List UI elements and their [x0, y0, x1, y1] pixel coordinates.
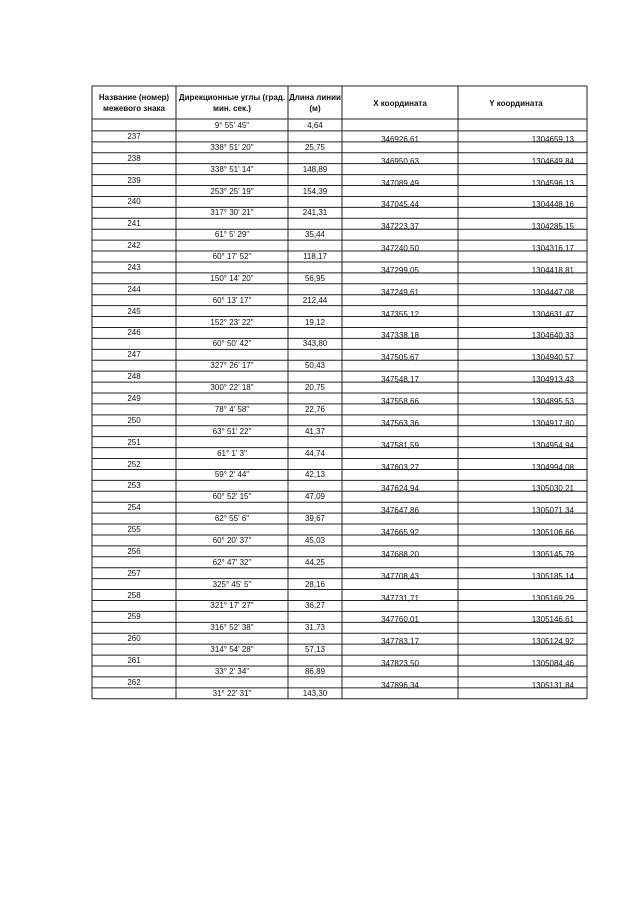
direction-angle: 60° 17' 52": [212, 252, 252, 262]
y-coordinate: 1305131,84: [531, 680, 574, 690]
direction-angle: 9° 55' 45": [214, 121, 250, 130]
y-coordinate: 1305124,92: [531, 637, 574, 647]
x-coordinate: 347505,67: [381, 353, 419, 363]
x-coordinate: 347647,86: [381, 506, 419, 516]
x-coordinate: 347581,59: [381, 440, 419, 450]
header-y-coordinate: Y координата: [489, 98, 543, 108]
line-length: 20,75: [304, 383, 326, 393]
line-length: 19,12: [304, 317, 326, 327]
line-length: 45,03: [304, 535, 326, 545]
boundary-mark-name: 254: [127, 503, 141, 513]
line-length: 50,43: [304, 361, 326, 371]
direction-angle: 327° 26' 17": [210, 361, 254, 371]
line-length: 35,44: [304, 230, 326, 240]
direction-angle: 63° 51' 22": [212, 426, 252, 436]
x-coordinate: 347823,50: [381, 659, 419, 669]
y-coordinate: 1305169,29: [531, 593, 574, 603]
line-length: 44,25: [304, 557, 326, 567]
x-coordinate: 347089,49: [381, 178, 419, 188]
x-coordinate: 347338,18: [381, 331, 419, 341]
x-coordinate: 347249,61: [381, 287, 419, 297]
y-coordinate: 1304285,15: [531, 222, 574, 232]
direction-angle: 325° 45' 5": [212, 579, 252, 589]
y-coordinate: 1304994,08: [531, 462, 574, 472]
x-coordinate: 347731,71: [381, 593, 419, 603]
boundary-mark-name: 255: [127, 525, 141, 535]
boundary-mark-name: 249: [127, 394, 141, 403]
y-coordinate: 1304940,57: [531, 353, 574, 363]
direction-angle: 31° 22' 31": [212, 688, 252, 698]
boundary-mark-name: 251: [127, 437, 141, 447]
direction-angle: 78° 4' 58": [214, 404, 250, 414]
x-coordinate: 347045,44: [381, 200, 419, 210]
boundary-mark-name: 242: [127, 241, 141, 251]
y-coordinate: 1304447,08: [531, 287, 574, 297]
y-coordinate: 1304596,13: [531, 178, 574, 188]
direction-angle: 60° 20' 37": [212, 535, 252, 545]
y-coordinate: 1304917,80: [531, 418, 574, 428]
x-coordinate: 347783,17: [381, 637, 419, 647]
line-length: 28,16: [304, 579, 326, 589]
direction-angle: 60° 13' 17": [212, 295, 252, 305]
y-coordinate: 1304659,13: [531, 134, 574, 144]
y-coordinate: 1305084,46: [531, 659, 574, 669]
boundary-mark-name: 245: [127, 306, 141, 316]
direction-angle: 59° 2' 44": [214, 470, 250, 480]
x-coordinate: 347688,20: [381, 549, 419, 559]
boundary-mark-name: 243: [127, 262, 141, 272]
direction-angle: 150° 14' 20": [210, 273, 254, 283]
line-length: 56,95: [304, 273, 326, 283]
boundary-mark-name: 240: [127, 197, 141, 207]
x-coordinate: 347665,92: [381, 528, 419, 538]
y-coordinate: 1304649,84: [531, 156, 574, 166]
boundary-mark-name: 238: [127, 153, 141, 163]
boundary-mark-name: 253: [127, 481, 141, 491]
line-length: 57,13: [304, 645, 326, 655]
boundary-mark-name: 250: [127, 415, 141, 425]
y-coordinate: 1304316,17: [531, 244, 574, 254]
x-coordinate: 346950,63: [381, 156, 419, 166]
line-length: 44,74: [304, 448, 326, 458]
x-coordinate: 347223,37: [381, 222, 419, 232]
direction-angle: 321° 17' 27": [210, 601, 254, 611]
x-coordinate: 346926,61: [381, 134, 419, 144]
y-coordinate: 1305030,21: [531, 484, 574, 494]
boundary-mark-name: 248: [127, 372, 141, 382]
y-coordinate: 1304631,47: [531, 309, 574, 319]
y-coordinate: 1305185,14: [531, 571, 574, 581]
direction-angle: 33° 2' 34": [214, 667, 250, 676]
direction-angle: 316° 52' 38": [210, 623, 254, 633]
line-length: 241,31: [302, 208, 328, 218]
line-length: 118,17: [303, 252, 327, 262]
line-length: 42,13: [304, 470, 326, 480]
boundary-mark-name: 261: [127, 656, 141, 666]
y-coordinate: 1304640,33: [531, 331, 574, 341]
header-angle: Дирекционные углы (град. мин. сек.): [178, 93, 286, 113]
y-coordinate: 1305106,66: [531, 528, 574, 538]
header-name: Название (номер) межевого знака: [98, 93, 170, 113]
y-coordinate: 1304954,94: [531, 440, 574, 450]
y-coordinate: 1304448,16: [531, 200, 574, 210]
line-length: 148,89: [302, 164, 328, 174]
line-length: 154,39: [302, 186, 328, 196]
header-x-coordinate: X координата: [373, 98, 427, 108]
x-coordinate: 347563,36: [381, 418, 419, 428]
direction-angle: 300° 22' 18": [210, 383, 254, 393]
boundary-mark-name: 260: [127, 634, 141, 644]
direction-angle: 314° 54' 28": [210, 645, 254, 655]
line-length: 343,80: [302, 339, 328, 349]
direction-angle: 338° 51' 14": [210, 164, 254, 174]
direction-angle: 61° 1' 3": [217, 448, 247, 458]
boundary-mark-name: 247: [127, 350, 141, 360]
x-coordinate: 347548,17: [381, 375, 419, 385]
header-length: Длина линии (м): [289, 93, 341, 113]
boundary-mark-name: 257: [127, 568, 141, 578]
line-length: 31,73: [304, 623, 326, 633]
boundary-mark-name: 239: [127, 175, 141, 185]
line-length: 212,44: [302, 295, 328, 305]
line-length: 36,27: [304, 601, 326, 611]
y-coordinate: 1304895,53: [531, 397, 574, 406]
direction-angle: 338° 51' 20": [210, 142, 254, 152]
x-coordinate: 347896,34: [381, 680, 419, 690]
boundary-mark-name: 262: [127, 677, 141, 687]
x-coordinate: 347708,43: [381, 571, 419, 581]
boundary-mark-name: 256: [127, 546, 141, 556]
line-length: 4,64: [307, 121, 323, 130]
direction-angle: 60° 50' 42": [212, 339, 252, 349]
y-coordinate: 1305146,61: [531, 615, 574, 625]
x-coordinate: 347355,12: [381, 309, 419, 319]
boundary-mark-name: 258: [127, 590, 141, 600]
line-length: 22,76: [304, 404, 326, 414]
y-coordinate: 1305071,34: [531, 506, 574, 516]
x-coordinate: 347299,05: [381, 265, 419, 275]
y-coordinate: 1304418,81: [531, 265, 574, 275]
boundary-mark-name: 244: [127, 284, 141, 294]
line-length: 41,37: [304, 426, 326, 436]
x-coordinate: 347760,01: [381, 615, 419, 625]
line-length: 47,09: [304, 492, 326, 502]
boundary-mark-name: 241: [127, 219, 141, 229]
line-length: 143,30: [302, 688, 328, 698]
direction-angle: 152° 23' 22": [210, 317, 254, 327]
y-coordinate: 1305145,79: [531, 549, 574, 559]
x-coordinate: 347624,94: [381, 484, 419, 494]
line-length: 25,75: [304, 142, 326, 152]
direction-angle: 62° 47' 32": [212, 557, 252, 567]
direction-angle: 62° 55' 6": [214, 514, 250, 524]
x-coordinate: 347603,27: [381, 462, 419, 472]
direction-angle: 253° 25' 19": [210, 186, 254, 196]
y-coordinate: 1304913,43: [531, 375, 574, 385]
boundary-mark-name: 237: [127, 131, 141, 141]
boundary-mark-name: 252: [127, 459, 141, 469]
direction-angle: 61° 5' 29": [214, 230, 250, 240]
x-coordinate: 347240,50: [381, 244, 419, 254]
x-coordinate: 347558,66: [381, 397, 419, 406]
boundary-mark-name: 246: [127, 328, 141, 338]
direction-angle: 317° 30' 21": [210, 208, 254, 218]
boundary-mark-name: 259: [127, 612, 141, 622]
direction-angle: 60° 52' 15": [212, 492, 252, 502]
line-length: 39,67: [304, 514, 326, 524]
line-length: 86,89: [304, 667, 326, 676]
